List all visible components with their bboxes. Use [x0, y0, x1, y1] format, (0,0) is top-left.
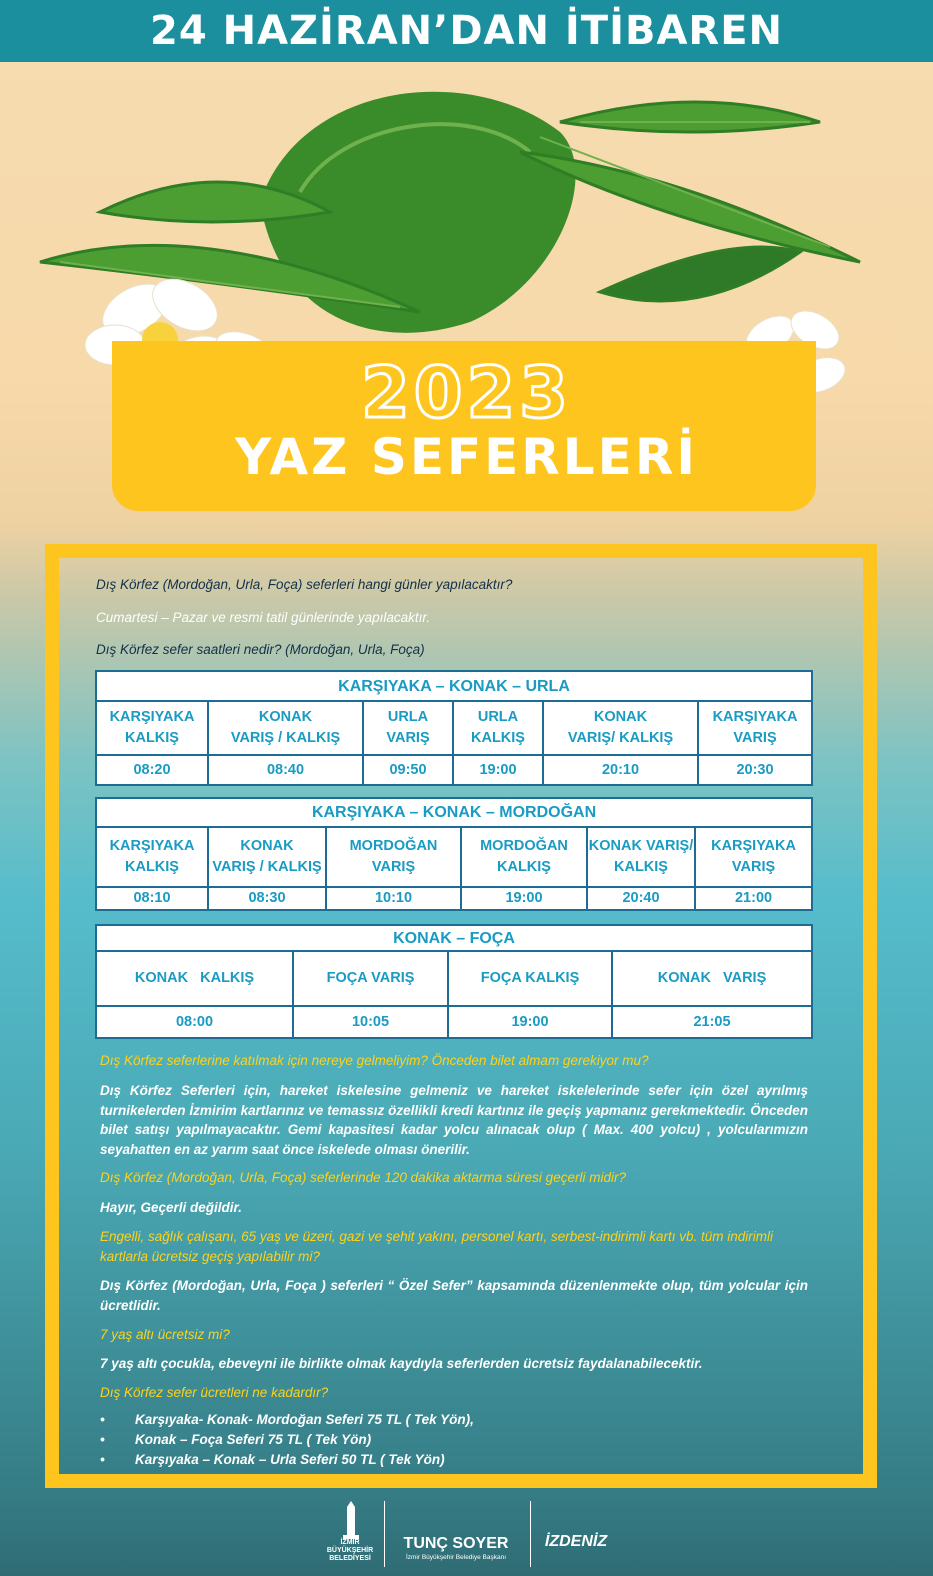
- table-header: MORDOĞAN KALKIŞ: [461, 827, 587, 887]
- banner-text: 24 HAZİRAN’DAN İTİBAREN: [150, 8, 783, 54]
- schedule-table-foca: [95, 924, 813, 1039]
- table-header: URLA VARIŞ: [363, 701, 453, 755]
- list-item: [100, 1412, 800, 1432]
- schedule-table-urla: [95, 670, 813, 786]
- table-header: KONAK VARIŞ / KALKIŞ: [208, 701, 363, 755]
- faq-question: Dış Körfez (Mordoğan, Urla, Foça) seferlerinde 120 dakika aktarma süresi geçerli midir?: [100, 1170, 626, 1185]
- intro-answer-days: Cumartesi – Pazar ve resmi tatil günlerinde yapılacaktır.: [96, 610, 431, 625]
- title-subtitle: YAZ SEFERLERİ: [235, 428, 698, 486]
- faq-question: Dış Körfez seferlerine katılmak için nereye gelmeliyim? Önceden bilet almam gerekiyor mu?: [100, 1053, 649, 1068]
- time-cell: 20:40: [587, 887, 695, 910]
- faq-answer: Hayır, Geçerli değildir.: [100, 1200, 242, 1215]
- table-header: KONAK VARIŞ: [612, 951, 812, 1006]
- time-cell: 08:10: [96, 887, 208, 910]
- price-item: Karşıyaka – Konak – Urla Seferi 50 TL ( Tek Yön): [135, 1452, 445, 1467]
- time-cell: 10:05: [293, 1006, 448, 1038]
- price-list: [100, 1412, 800, 1472]
- table-header: MORDOĞAN VARIŞ: [326, 827, 461, 887]
- table-title: KARŞIYAKA – KONAK – URLA: [96, 671, 812, 701]
- time-cell: 08:00: [96, 1006, 293, 1038]
- faq-answer: Dış Körfez (Mordoğan, Urla, Foça ) seferleri “ Özel Sefer” kapsamında düzenlenmekte olup, tüm yolcular için ücretlidir.: [100, 1278, 808, 1313]
- time-cell: 20:10: [543, 755, 698, 785]
- bullet-icon: •: [100, 1412, 105, 1427]
- divider: [530, 1501, 531, 1567]
- table-title: KARŞIYAKA – KONAK – MORDOĞAN: [96, 798, 812, 827]
- list-item: [100, 1432, 800, 1452]
- price-item: Karşıyaka- Konak- Mordoğan Seferi 75 TL ( Tek Yön),: [135, 1412, 474, 1427]
- price-item: Konak – Foça Seferi 75 TL ( Tek Yön): [135, 1432, 372, 1447]
- table-header: KONAK VARIŞ/ KALKIŞ: [587, 827, 695, 887]
- time-cell: 21:05: [612, 1006, 812, 1038]
- time-cell: 09:50: [363, 755, 453, 785]
- faq-question: 7 yaş altı ücretsiz mi?: [100, 1327, 230, 1342]
- intro-question-times: Dış Körfez sefer saatleri nedir? (Mordoğan, Urla, Foça): [96, 642, 425, 657]
- time-cell: 08:40: [208, 755, 363, 785]
- title-year: 2023: [361, 352, 572, 434]
- table-header: KARŞIYAKA VARIŞ: [695, 827, 812, 887]
- mayor-name: TUNÇ SOYER: [403, 1535, 509, 1552]
- table-header: KARŞIYAKA KALKIŞ: [96, 701, 208, 755]
- time-cell: 08:30: [208, 887, 326, 910]
- faq-answer: 7 yaş altı çocukla, ebeveyni ile birlikte olmak kaydıyla seferlerden ücretsiz faydalanabilecektir.: [100, 1356, 703, 1371]
- time-cell: 21:00: [695, 887, 812, 910]
- faq-question: Dış Körfez sefer ücretleri ne kadardır?: [100, 1385, 329, 1400]
- table-header: KARŞIYAKA KALKIŞ: [96, 827, 208, 887]
- faq-answer: Dış Körfez Seferleri için, hareket iskelesine gelmeniz ve hareket iskelelerinde sefer için özel ayrılmış turnikelerden İzmirim kartlarınız ve temassız özellikli kredi kartınız ile geçiş yapmanız gerekmektedir. Önceden bilet satışı yapılmayacaktır. Gemi kapasitesi kadar yolcu alınacak olup ( Max. 400 yolcu) , yolcularımızın seyahatten en az yarım saat önce iskelede olması önerilir.: [100, 1083, 808, 1157]
- table-header: KONAK VARIŞ/ KALKIŞ: [543, 701, 698, 755]
- municipality-logo-text: İZMİR BÜYÜKŞEHİR BELEDİYESİ: [326, 1539, 374, 1562]
- time-cell: 19:00: [448, 1006, 612, 1038]
- table-header: FOÇA KALKIŞ: [448, 951, 612, 1006]
- mayor-title: İzmir Büyükşehir Belediye Başkanı: [405, 1554, 507, 1561]
- bullet-icon: •: [100, 1432, 105, 1447]
- divider: [384, 1501, 385, 1567]
- izdeniz-logo: İZDENİZ: [544, 1533, 608, 1550]
- footer-logos: [0, 1495, 933, 1576]
- time-cell: 19:00: [461, 887, 587, 910]
- table-header: KARŞIYAKA VARIŞ: [698, 701, 812, 755]
- bullet-icon: •: [100, 1452, 105, 1467]
- table-title: KONAK – FOÇA: [96, 925, 812, 951]
- intro-question-days: Dış Körfez (Mordoğan, Urla, Foça) seferleri hangi günler yapılacaktır?: [96, 577, 513, 592]
- clock-tower-icon: [336, 1501, 366, 1541]
- table-header: KONAK VARIŞ / KALKIŞ: [208, 827, 326, 887]
- top-banner: [0, 0, 933, 62]
- table-header: KONAK KALKIŞ: [96, 951, 293, 1006]
- list-item: [100, 1452, 800, 1472]
- table-header: FOÇA VARIŞ: [293, 951, 448, 1006]
- schedule-table-mordogan: [95, 797, 813, 911]
- time-cell: 19:00: [453, 755, 543, 785]
- table-header: URLA KALKIŞ: [453, 701, 543, 755]
- time-cell: 20:30: [698, 755, 812, 785]
- faq-question: Engelli, sağlık çalışanı, 65 yaş ve üzeri, gazi ve şehit yakını, personel kartı, serbest-indirimli kartı vb. tüm indirimli kartlarla ücretsiz geçiş yapılabilir mi?: [100, 1229, 774, 1264]
- time-cell: 08:20: [96, 755, 208, 785]
- time-cell: 10:10: [326, 887, 461, 910]
